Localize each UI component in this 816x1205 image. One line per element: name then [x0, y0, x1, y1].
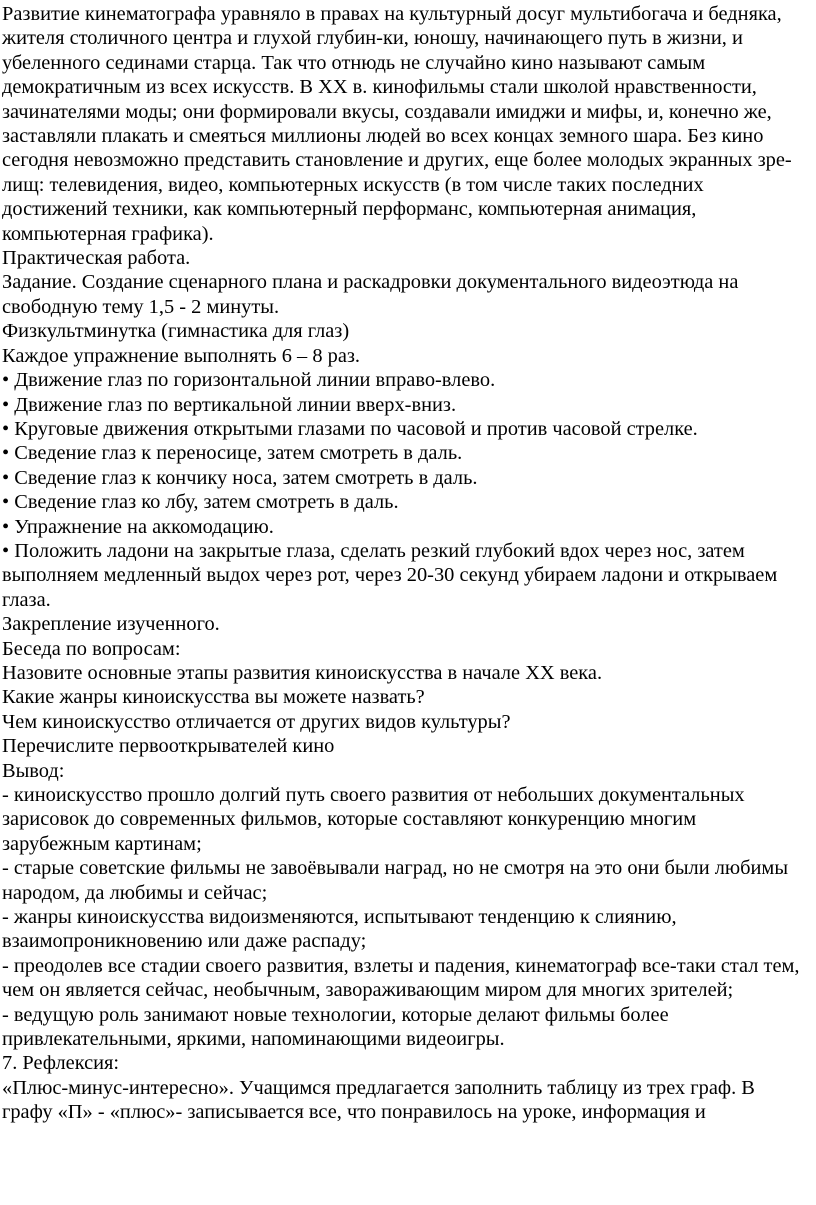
reflection-heading: 7. Рефлексия: — [2, 1052, 120, 1075]
intro-paragraph: Развитие кинематографа уравняло в правах на культурный досуг мультибогача и бедняка, жителя столичного центра и глухой глубин-ки, юношу, начинающего путь в жизни, и убеленного сединами старца. Так что отнюдь не случайно кино называют самым демократичным из всех искусств. В XX в. кинофильмы стали школой нравственности, зачинателями моды; они формировали вкусы, создавали имиджи и мифы, и, конечно же, заставляли плакать и смеяться миллионы людей во всех концах земного шара. Без кино сегодня невозможно представить становление и других, еще более молодых экранных зре-лищ: телевидения, видео, компьютерных искусств (в том числе таких последних достижений техники, как компьютерный перформанс, компьютерная анимация, компьютерная графика). — [2, 3, 792, 245]
conclusion-item: - киноискусство прошло долгий путь своего развития от небольших документальных зарисовок до современных фильмов, которые составляют конкуренцию многим зарубежным картинам; — [2, 784, 745, 855]
conclusion-heading: Вывод: — [2, 759, 65, 782]
practical-work-heading: Практическая работа. — [2, 247, 191, 270]
exercise-list-item: • Сведение глаз ко лбу, затем смотреть в даль. — [2, 491, 399, 514]
eye-exercise-heading: Физкультминутка (гимнастика для глаз) — [2, 320, 350, 343]
exercise-list-item: • Движение глаз по горизонтальной линии вправо-влево. — [2, 369, 496, 392]
task-paragraph: Задание. Создание сценарного плана и раскадровки документального видеоэтюда на свободную тему 1,5 - 2 минуты. — [2, 271, 739, 318]
discussion-question: Чем киноискусство отличается от других видов культуры? — [2, 710, 511, 733]
exercise-list-item: • Сведение глаз к кончику носа, затем смотреть в даль. — [2, 466, 478, 489]
discussion-question: Какие жанры киноискусства вы можете назвать? — [2, 686, 425, 709]
discussion-heading: Беседа по вопросам: — [2, 637, 181, 660]
exercise-list-item: • Положить ладони на закрытые глаза, сделать резкий глубокий вдох через нос, затем выполняем медленный выдох через рот, через 20-30 секунд убираем ладони и открываем глаза. — [2, 539, 778, 611]
discussion-question: Назовите основные этапы развития киноискусства в начале XX века. — [2, 661, 603, 684]
exercise-list-item: • Движение глаз по вертикальной линии вверх-вниз. — [2, 393, 457, 416]
exercise-instruction: Каждое упражнение выполнять 6 – 8 раз. — [2, 344, 361, 367]
conclusion-item: - ведущую роль занимают новые технологии, которые делают фильмы более привлекательными, яркими, напоминающими видеоигры. — [2, 1003, 669, 1051]
conclusion-item: - старые советские фильмы не завоёвывали наград, но не смотря на это они были любимы народом, да любимы и сейчас; — [2, 857, 789, 904]
exercise-list-item: • Упражнение на аккомодацию. — [2, 515, 274, 538]
consolidation-heading: Закрепление изученного. — [2, 613, 220, 636]
reflection-paragraph: «Плюс-минус-интересно». Учащимся предлагается заполнить таблицу из трех граф. В графу «П» - «плюс»- записывается все, что понравилось на уроке, информация и — [2, 1076, 755, 1124]
exercise-list-item: • Круговые движения открытыми глазами по часовой и против часовой стрелке. — [2, 417, 698, 440]
conclusion-item: - преодолев все стадии своего развития, взлеты и падения, кинематограф все-таки стал тем, чем он является сейчас, необычным, завораживающим миром для многих зрителей; — [2, 954, 800, 1002]
discussion-question: Перечислите первооткрывателей кино — [2, 735, 335, 758]
conclusion-item: - жанры киноискусства видоизменяются, испытывают тенденцию к слиянию, взаимопроникновению или даже распаду; — [2, 906, 677, 953]
exercise-list-item: • Сведение глаз к переносице, затем смотреть в даль. — [2, 442, 463, 465]
